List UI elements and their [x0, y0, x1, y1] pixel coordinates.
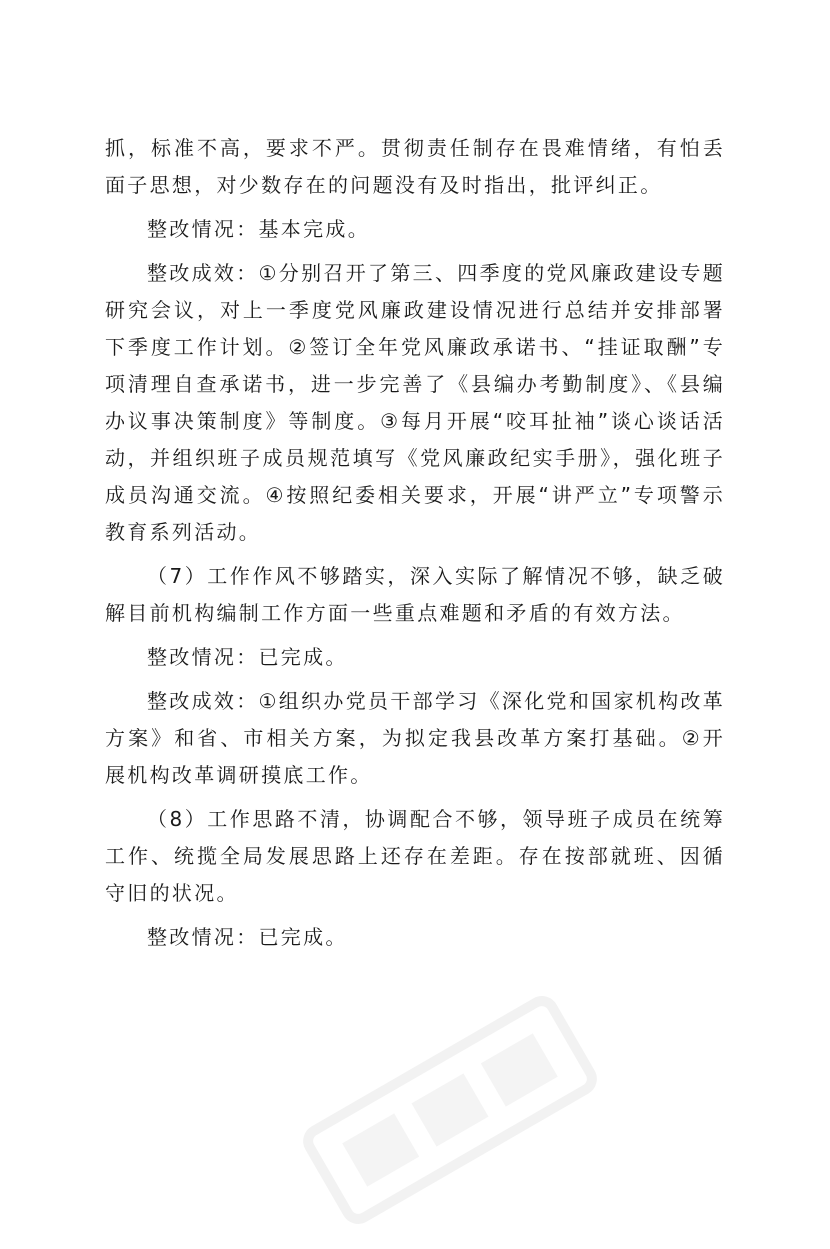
paragraph-continuation: 抓，标准不高，要求不严。贯彻责任制存在畏难情绪，有怕丢面子思想，对少数存在的问题没有及时指出，批评纠正。 [105, 136, 725, 197]
paragraph-issue-7: （7）工作作风不够踏实，深入实际了解情况不够，缺乏破解目前机构编制工作方面一些重点难题和矛盾的有效方法。 [105, 564, 725, 625]
paragraph-rectification-status: 整改情况：已完成。 [147, 925, 348, 949]
paragraph-rectification-status: 整改情况：基本完成。 [147, 217, 370, 241]
paragraph-rectification-status: 整改情况：已完成。 [147, 645, 348, 669]
paragraph-rectification-results: 整改成效：①组织办党员干部学习《深化党和国家机构改革方案》和省、市相关方案，为拟定我县改革方案打基础。②开展机构改革调研摸底工作。 [105, 689, 725, 787]
watermark-shape-icon [285, 974, 615, 1245]
document-body [105, 130, 725, 963]
watermark-graphic [285, 974, 615, 1245]
paragraph-issue-8: （8）工作思路不清，协调配合不够，领导班子成员在统筹工作、统揽全局发展思路上还存在差距。存在按部就班、因循守旧的状况。 [105, 807, 725, 905]
paragraph-rectification-results: 整改成效：①分别召开了第三、四季度的党风廉政建设专题研究会议，对上一季度党风廉政建设情况进行总结并安排部署下季度工作计划。②签订全年党风廉政承诺书、“挂证取酬”专项清理自查承诺书，进一步完善了《县编办考勤制度》、《县编办议事决策制度》等制度。③每月开展“咬耳扯袖”谈心谈话活动，并组织班子成员规范填写《党风廉政纪实手册》，强化班子成员沟通交流。④按照纪委相关要求，开展“讲严立”专项警示教育系列活动。 [105, 261, 725, 544]
